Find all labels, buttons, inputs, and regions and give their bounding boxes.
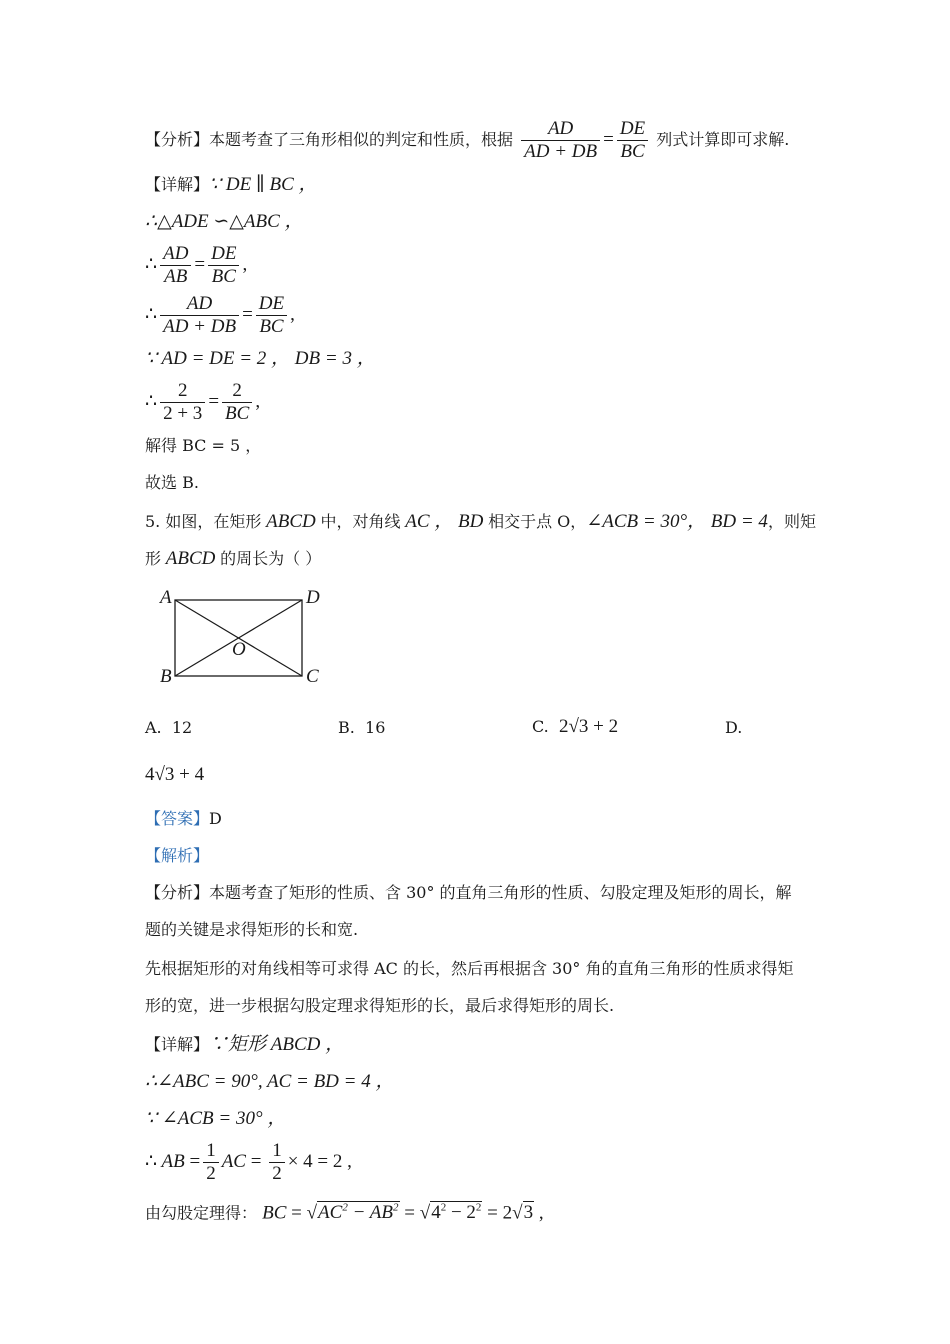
vertex-label-b: B [160,666,172,685]
detail2-step-2: ∴∠ABC = 90°, AC = BD = 4 ， [145,1071,395,1092]
analysis2-line-1: 【分析】本题考查了矩形的性质、含 30° 的直角三角形的性质、勾股定理及矩形的周长，解 [145,883,792,902]
detail-step-similar: ∴△ADE ∽△ABC ， [145,211,304,232]
option-b[interactable]: B. 16 [338,718,386,737]
vertex-label-c: C [306,666,319,685]
analysis2-line-4: 形的宽，进一步根据勾股定理求得矩形的长，最后求得矩形的周长. [145,996,615,1015]
detail-step-choose: 故选 B. [145,473,199,492]
detail-step-ratio-2: ∴ $\frac{AD}{AD + DB}$ = $\frac{DE}{BC}$ , [145,293,295,337]
question5-line-2: 形 ABCD 的周长为（ ） [145,548,322,569]
answer-value: D [209,809,222,828]
analysis-tag: 【分析】 [145,129,210,149]
detail2-step-3: ∵ ∠ACB = 30° ， [145,1108,287,1129]
detail2-step-4: ∴ AB = $\frac{1}{2}$ AC = $\frac{1}{2}$ × 4 = 2 , [145,1140,352,1184]
detail-step-ratio-1: ∴ $\frac{AD}{AB}$ = $\frac{DE}{BC}$ , [145,243,248,287]
detail-step-substitute: ∴ $\frac{2}{2 + 3}$ = $\frac{2}{BC}$ , [145,380,261,424]
detail-line-1 [145,175,318,194]
detail-tag: 【详解】 [145,175,210,194]
rectangle-figure [150,585,330,685]
center-label-o: O [232,639,246,660]
analysis2-line-2: 题的关键是求得矩形的长和宽. [145,920,359,939]
question5-line-1: 5. 如图，在矩形 ABCD 中，对角线 AC ， BD 相交于点 O，∠ACB = 30°， BD = 4，则矩 [145,511,816,532]
analysis-text-before: 本题考查了三角形相似的判定和性质，根据 [209,129,514,149]
fraction-ad-over-ad-plus-db: $\frac{AD}{AD + DB}$ [521,118,600,163]
option-d-value[interactable]: 4√3 + 4 [145,764,205,785]
detail-step-parallel: ∵ DE ∥ BC ， [209,174,318,195]
analysis-text-after: 列式计算即可求解. [656,129,790,149]
detail-step-given: ∵ AD = DE = 2 ， DB = 3 ， [145,348,376,369]
answer-tag: 【答案】 [145,809,210,828]
explain-tag: 【解析】 [145,846,210,865]
vertex-label-a: A [160,587,172,608]
detail2-step-5: 由勾股定理得： BC = $√AC^2 - AB^2 = √4^2 - 2^2 = 2√3$ , [145,1202,544,1224]
analysis-line-1: 【分析】本题考查了三角形相似的判定和性质，根据 $\frac{AD}{AD + DB}$ = $\frac{DE}{BC}$ 列式计算即可求解. [145,118,790,162]
detail2-line-1: 【详解】∵矩形 ABCD ， [145,1034,345,1055]
option-a[interactable]: A. 12 [145,718,193,737]
option-c[interactable]: C. 2√3 + 2 [532,716,619,737]
vertex-label-d: D [306,587,320,608]
answer-line [145,811,222,827]
option-d-label[interactable]: D. [725,718,743,737]
fraction-de-over-bc: $\frac{DE}{BC}$ [617,118,648,163]
detail-step-solve: 解得 BC = 5 ， [145,436,262,455]
analysis2-line-3: 先根据矩形的对角线相等可求得 AC 的长，然后再根据含 30° 角的直角三角形的性质求得矩 [145,959,794,978]
